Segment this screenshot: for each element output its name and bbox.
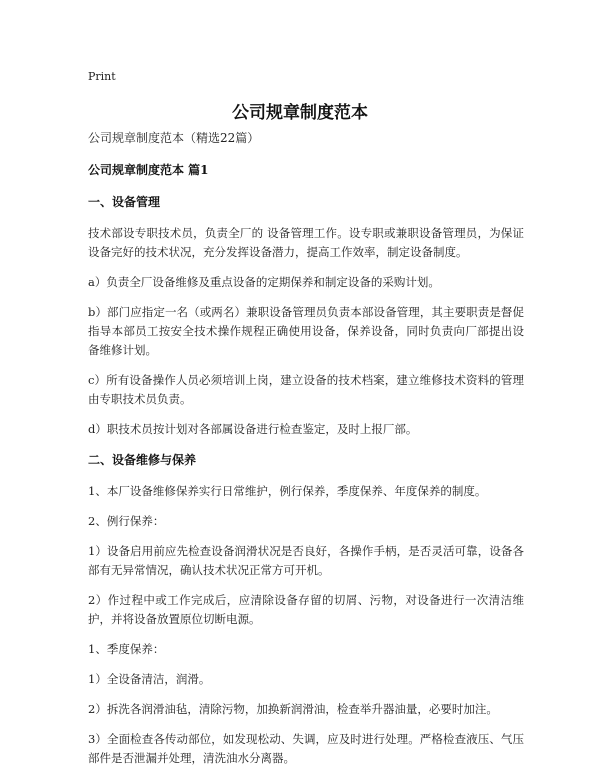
paragraph: 1、季度保养： <box>88 642 165 656</box>
paragraph: a）负责全厂设备维修及重点设备的定期保养和制定设备的采购计划。 <box>88 275 440 289</box>
paragraph: d）职技术员按计划对各部属设备进行检查鉴定，及时上报厂部。 <box>88 422 418 436</box>
paragraph: 1、本厂设备维修保养实行日常维护，例行保养，季度保养、年度保养的制度。 <box>88 484 487 498</box>
article-heading: 公司规章制度范本 篇1 <box>88 163 209 177</box>
section-heading-maintenance: 二、设备维修与保养 <box>88 453 197 467</box>
paragraph: 1）设备启用前应先检查设备润滑状况是否良好，各操作手柄，是否灵活可靠，设备各部有无异常情况，确认技术状况正常方可开机。 <box>88 544 524 577</box>
paragraph: 技术部设专职技术员，负责全厂的 设备管理工作。设专职或兼职设备管理员，为保证设备完好的技术状况，充分发挥设备潜力，提高工作效率，制定设备制度。 <box>88 226 524 259</box>
paragraph: 2）作过程中或工作完成后，应清除设备存留的切屑、污物，对设备进行一次清洁维护，并将设备放置原位切断电源。 <box>88 593 524 626</box>
section-heading-equipment-management: 一、设备管理 <box>88 195 161 209</box>
document-body <box>88 128 524 779</box>
paragraph: 3）全面检查各传动部位，如发现松动、失调，应及时进行处理。严格检查液压、气压部件是否泄漏并处理，清洗油水分离器。 <box>88 732 524 765</box>
paragraph: 2、例行保养： <box>88 514 165 528</box>
document-subtitle: 公司规章制度范本（精选22篇） <box>88 131 260 145</box>
paragraph: 2）拆洗各润滑油毡，清除污物，加换新润滑油，检查举升器油量，必要时加注。 <box>88 702 498 716</box>
paragraph: 1）全设备清洁，润滑。 <box>88 672 211 686</box>
paragraph: c）所有设备操作人员必须培训上岗，建立设备的技术档案，建立维修技术资料的管理由专职技术员负责。 <box>88 373 524 406</box>
paragraph: b）部门应指定一名（或两名）兼职设备管理员负责本部设备管理，其主要职责是督促指导本部员工按安全技术操作规程正确使用设备，保养设备，同时负责向厂部提出设备维修计划。 <box>88 305 524 357</box>
document-title: 公司规章制度范本 <box>232 103 368 123</box>
print-label: Print <box>88 70 116 83</box>
